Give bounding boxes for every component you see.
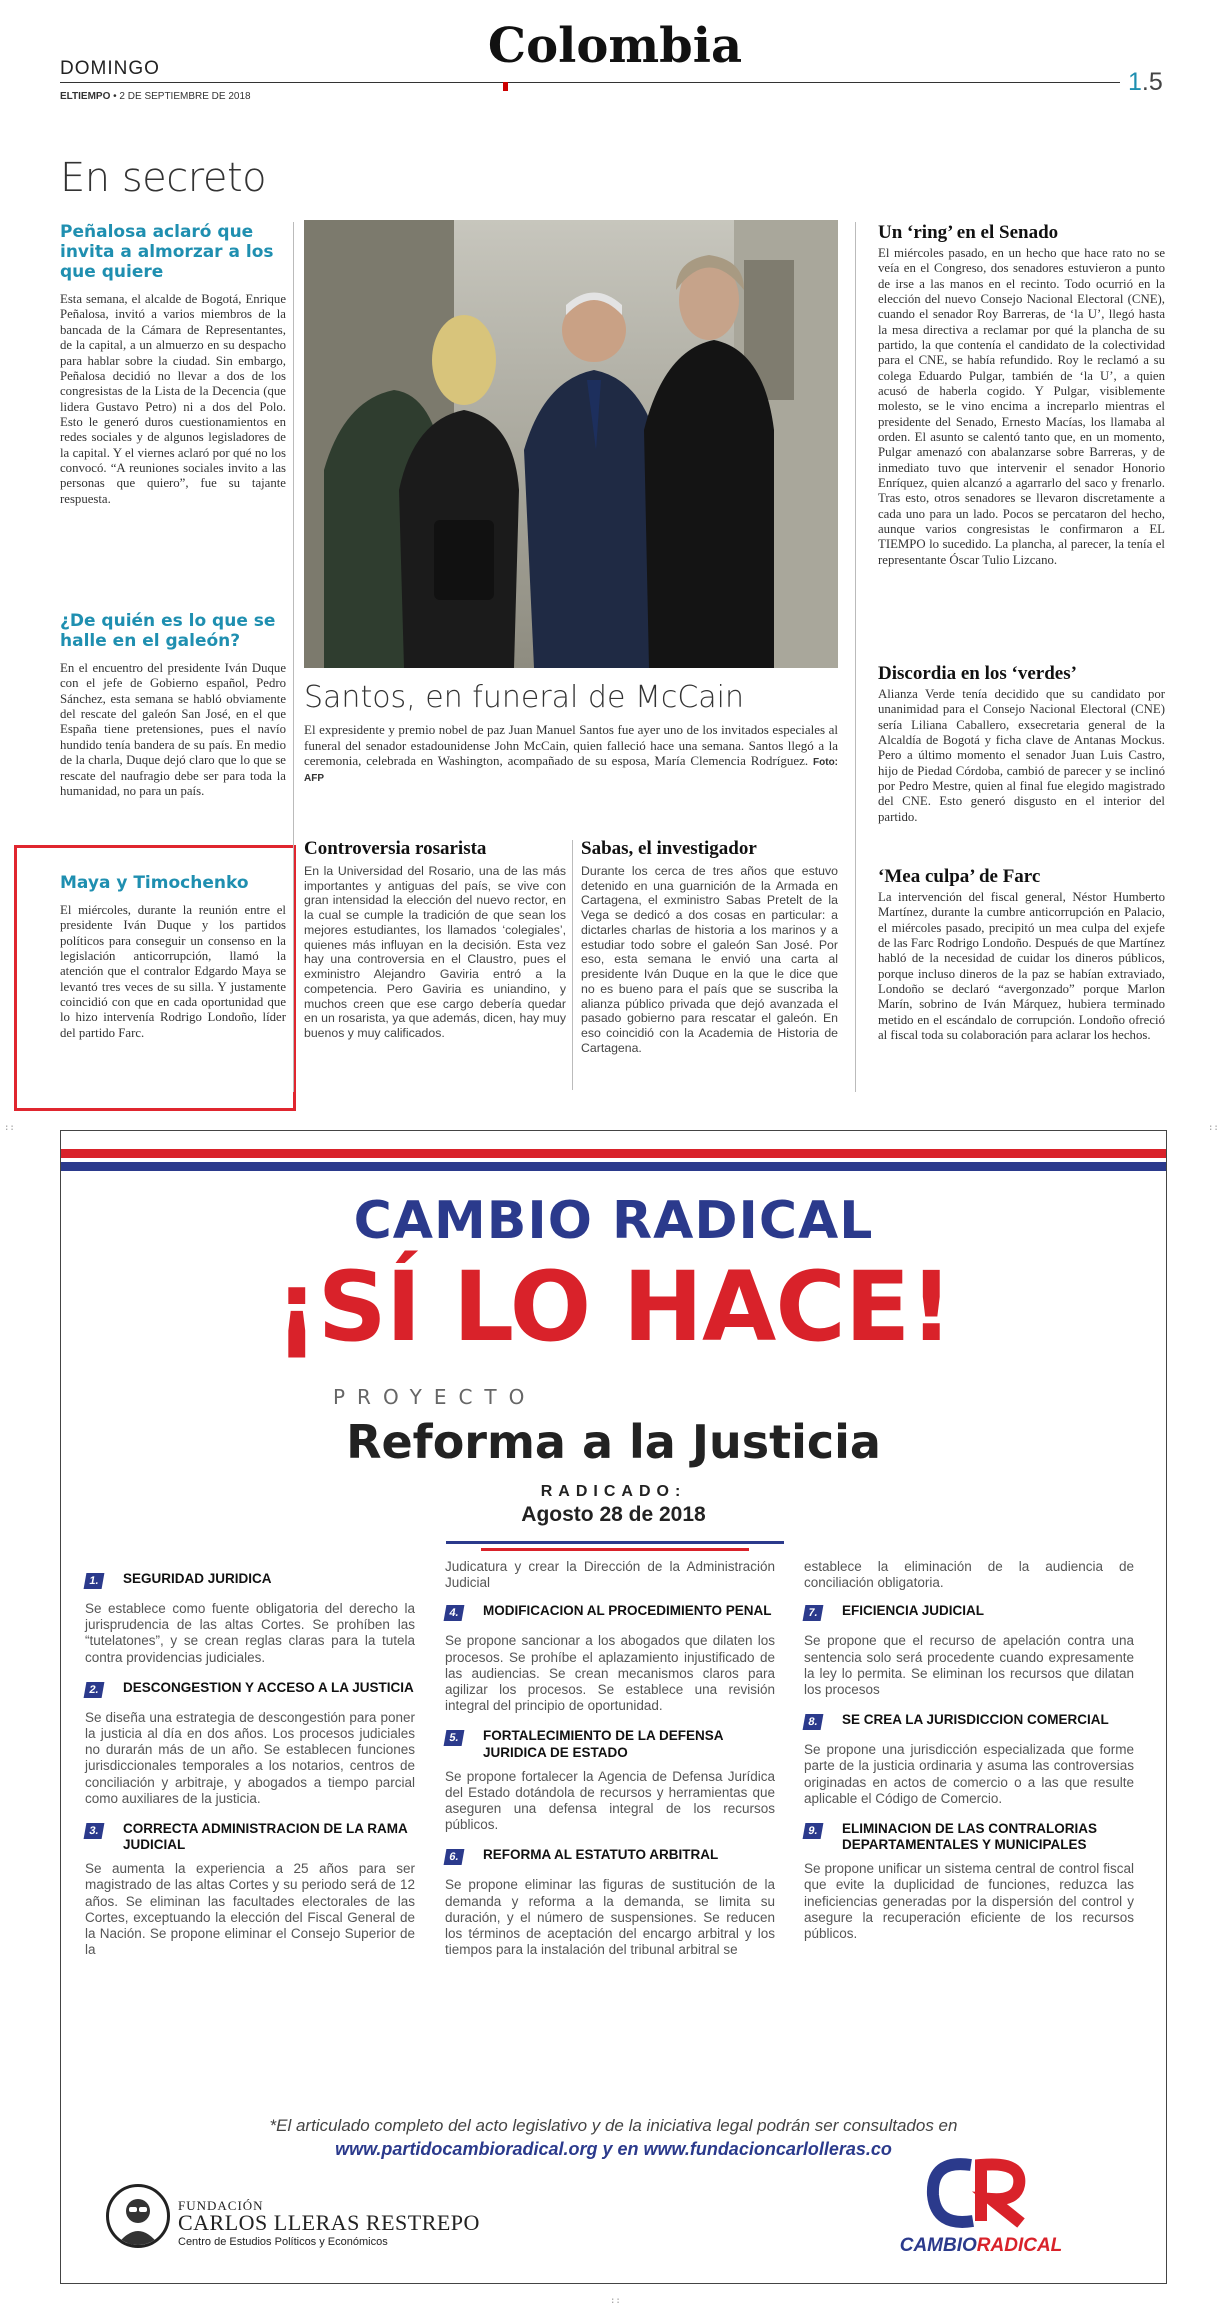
section-title: En secreto bbox=[60, 155, 267, 201]
ad-item-body: Se propone eliminar las figuras de sustitución de la demanda y reforma a la demanda, se limita su duración, y el número de suspensiones. Se reducen los términos de aceptación del encargo arbitral y los tiempos para la instalación del tribunal arbitral se bbox=[445, 1877, 775, 1958]
ad-footnote: *El articulado completo del acto legislativo y de la iniciativa legal podrán ser consultados en bbox=[269, 2116, 958, 2135]
story-headline: Un ‘ring’ en el Senado bbox=[878, 222, 1059, 243]
column-divider bbox=[855, 222, 856, 1092]
story-galeon bbox=[60, 611, 286, 799]
ad-item bbox=[445, 1603, 775, 1714]
page-number-value: .5 bbox=[1141, 68, 1163, 96]
story-body: Durante los cerca de tres años que estuvo detenido en una guarnición de la Armada en Cartagena, el exministro Sabas Pretelt de la Vega se dedicó a dos cosas en particular: a dictarles charlas de historia a los marinos y a estudiar todo sobre el galeón San José. Por eso, esta semana le envió una carta al presidente Iván Duque en la que le dice que no es bueno para el país que se suscriba la alianza público privada que dejó avanzada el pasado gobierno para rescatar el galeón. En eso coincidió con la Academia de Historia de Cartagena. bbox=[581, 863, 838, 1055]
logo-word-radical: RADICAL bbox=[976, 2235, 1063, 2256]
ad-column bbox=[445, 1559, 775, 1972]
story-headline: ¿De quién es lo que se halle en el galeón? bbox=[60, 611, 276, 652]
photo-credit: Foto: AFP bbox=[304, 757, 839, 785]
ad-item-title: MODIFICACION AL PROCEDIMIENTO PENAL bbox=[483, 1603, 772, 1619]
story-ring-senado bbox=[878, 222, 1165, 568]
photo-caption bbox=[304, 722, 838, 785]
political-ad bbox=[60, 1130, 1167, 2284]
ad-item bbox=[804, 1712, 1134, 1807]
ad-item bbox=[85, 1571, 415, 1666]
news-photo bbox=[304, 220, 838, 668]
ad-item-body: Se propone una jurisdicción especializada que forme parte de la justicia ordinaria y asuma las controversias originadas en actos de comercio o a las que resulte aplicable el Código de Comercio. bbox=[804, 1742, 1134, 1806]
ad-item-number: 1. bbox=[84, 1573, 105, 1589]
foundation-logo bbox=[106, 2176, 506, 2266]
ad-item-title: CORRECTA ADMINISTRACION DE LA RAMA JUDICIAL bbox=[123, 1820, 408, 1853]
ad-item-body: Se propone sancionar a los abogados que dilaten los procesos. Se prohíbe el aplazamiento injustificado de las audiencias. Se crean mecanismos claros para agilizar los procesos. Se establece una revisión integral del principio de oportunidad. bbox=[445, 1633, 775, 1714]
ad-rule-blue bbox=[446, 1541, 784, 1544]
photo-headline: Santos, en funeral de McCain bbox=[304, 680, 744, 715]
photo-illustration bbox=[304, 220, 838, 668]
logo-word-cambio: CAMBIO bbox=[899, 2235, 977, 2256]
ad-item-body: Se propone fortalecer la Agencia de Defensa Jurídica del Estado dotándola de recursos y herramientas que aseguren una defensa integral de los recursos públicos. bbox=[445, 1768, 775, 1833]
ad-item-number: 9. bbox=[803, 1823, 824, 1839]
page-number bbox=[1128, 68, 1163, 97]
publication-name: ELTIEMPO bbox=[60, 91, 111, 102]
ad-item bbox=[445, 1847, 775, 1958]
ad-item-number: 4. bbox=[444, 1605, 465, 1621]
story-discordia bbox=[878, 663, 1165, 825]
caption-text: El expresidente y premio nobel de paz Juan Manuel Santos fue ayer uno de los invitados especiales al funeral del senador estadounidense John McCain, quien falleció hace una semana. Santos llegó a la ceremonia, celebrada en Washington, acompañado de su esposa, María Clemencia Rodríguez. bbox=[304, 722, 838, 769]
party-cr-icon bbox=[881, 2151, 1081, 2235]
ad-slogan: ¡SÍ LO HACE! bbox=[274, 1251, 953, 1363]
ad-item-title: EFICIENCIA JUDICIAL bbox=[842, 1603, 985, 1619]
ad-column-lead: Judicatura y crear la Dirección de la Administración Judicial bbox=[445, 1559, 775, 1591]
ad-column bbox=[804, 1559, 1134, 1956]
ad-item-body: Se establece como fuente obligatoria del derecho la jurisprudencia de las altas Cortes. Se prohíben las “tutelatones”, y se crean reglas claras para la tutela contra providencias judiciales. bbox=[85, 1601, 415, 1665]
ad-stripe-red bbox=[61, 1149, 1166, 1158]
ad-proyecto-label: PROYECTO bbox=[333, 1385, 537, 1409]
story-body: El miércoles, durante la reunión entre el presidente Iván Duque y los partidos políticos para conseguir un consenso en la legislación anticorrupción, llamó la atención que el contralor Edgardo Maya se levantó tres veces de su silla. Y justamente coincidió con que en cada oportunidad que lo hizo intervenía Rodrigo Londoño, líder del partido Farc. bbox=[60, 903, 286, 1040]
story-headline: Maya y Timochenko bbox=[60, 873, 249, 893]
ad-item-title: ELIMINACION DE LAS CONTRALORIAS DEPARTAMENTALES Y MUNICIPALES bbox=[842, 1820, 1097, 1853]
ad-item bbox=[445, 1728, 775, 1833]
column-divider bbox=[293, 222, 294, 1092]
ad-column bbox=[85, 1571, 415, 1972]
ad-item-title: DESCONGESTION Y ACCESO A LA JUSTICIA bbox=[123, 1679, 414, 1695]
foundation-name: CARLOS LLERAS RESTREPO bbox=[178, 2210, 480, 2235]
ad-item-title: REFORMA AL ESTATUTO ARBITRAL bbox=[483, 1847, 719, 1863]
ad-item bbox=[804, 1603, 1134, 1698]
page-section: 1 bbox=[1128, 68, 1142, 96]
ad-item-title: SE CREA LA JURISDICCION COMERCIAL bbox=[842, 1712, 1109, 1728]
crop-mark: :: bbox=[1208, 1123, 1219, 1133]
story-headline: ‘Mea culpa’ de Farc bbox=[878, 866, 1041, 887]
story-body: Alianza Verde tenía decidido que su candidato por unanimidad para el Consejo Nacional Electoral (CNE) sería Liliana Caballero, exsecretaria general de la Alcaldía de Bogotá y ficha clave de Antanas Mockus. Pero a último momento el senador Juan Luis Castro, hijo de Piedad Córdoba, cambió de parecer y se inclinó por Pedro Mestre, quien al final fue elegido magistrado del CNE. Esto generó disgusto en el interior del partido. bbox=[878, 686, 1165, 824]
story-sabas bbox=[581, 838, 838, 1056]
story-rosarista bbox=[304, 838, 566, 1041]
ad-title: Reforma a la Justicia bbox=[346, 1415, 881, 1469]
ad-item-body: Se aumenta la experiencia a 25 años para ser magistrado de las altas Cortes y su periodo será de 12 años. Se eliminan las facultades electorales de las Cortes, exceptuando la elección del Fiscal General de la Nación. Se propone eliminar el Consejo Superior de la bbox=[85, 1861, 415, 1958]
ad-item-number: 5. bbox=[444, 1730, 465, 1746]
section-name: Colombia bbox=[487, 18, 743, 74]
edition-date: • 2 DE SEPTIEMBRE DE 2018 bbox=[110, 91, 251, 102]
story-maya bbox=[60, 873, 286, 1041]
ad-item bbox=[85, 1680, 415, 1807]
story-headline: Peñalosa aclaró que invita a almorzar a los que quiere bbox=[60, 222, 274, 283]
ad-brand: CAMBIO RADICAL bbox=[353, 1191, 874, 1251]
ad-radicado-date: Agosto 28 de 2018 bbox=[521, 1503, 706, 1526]
story-headline: Sabas, el investigador bbox=[581, 838, 757, 859]
header-rule bbox=[60, 82, 1120, 83]
ad-stripe-blue bbox=[61, 1162, 1166, 1171]
story-body: La intervención del fiscal general, Néstor Humberto Martínez, durante la cumbre anticorrupción en Palacio, el miércoles pasado, precipitó un mea culpa del exjefe de las Farc Rodrigo Londoño. Después de que Martínez habló de la necesidad de cuidar los dineros públicos, porque incluso dineros de la paz se habían extraviado, Londoño se declaró “avergonzado” porque Marlon Marín, sobrino de Iván Márquez, hubiera terminado metido en el escándalo de corrupción. Londoño ofreció al fiscal toda su colaboración para aclarar los hechos. bbox=[878, 889, 1165, 1042]
story-penalosa bbox=[60, 222, 286, 507]
column-divider bbox=[572, 840, 573, 1090]
day-label: DOMINGO bbox=[60, 58, 160, 79]
story-body: Esta semana, el alcalde de Bogotá, Enrique Peñalosa, invitó a varios miembros de la bancada de la Cámara de Representantes, de la capital, a un almuerzo en su despacho para hablar sobre la ciudad. Sin embargo, Peñalosa decidió no llevar a dos de los congresistas de la Lista de la Decencia (que lidera Gustavo Petro) ni a dos del Polo. Esto le generó duros cuestionamientos en redes sociales y de algunos legisladores de la capital. Y el viernes aclaró por qué no los convocó. “A reuniones sociales invito a las personas que quiero”, fue su tajante respuesta. bbox=[60, 292, 286, 506]
ad-item-number: 6. bbox=[444, 1849, 465, 1865]
story-body: En el encuentro del presidente Iván Duque con el jefe de Gobierno español, Pedro Sánchez, esta semana se habló obviamente del rescate del galeón San José, en el que España tiene pretensiones, pues el navío hundido tenía bandera de su país. En medio de la charla, Duque dejó claro que lo que se rescate del naufragio debe ser para toda la humanidad, no para un país. bbox=[60, 661, 286, 798]
edition-line bbox=[60, 91, 251, 102]
ad-item-title: FORTALECIMIENTO DE LA DEFENSA JURIDICA DE ESTADO bbox=[483, 1728, 724, 1760]
foundation-subtitle: Centro de Estudios Políticos y Económicos bbox=[178, 2236, 388, 2248]
ad-column-lead: establece la eliminación de la audiencia de conciliación obligatoria. bbox=[804, 1559, 1134, 1591]
ad-item bbox=[804, 1821, 1134, 1942]
crop-mark: :: bbox=[610, 2296, 621, 2306]
party-logo-text bbox=[881, 2235, 1081, 2257]
ad-item bbox=[85, 1821, 415, 1959]
ad-item-number: 8. bbox=[803, 1714, 824, 1730]
party-logo bbox=[881, 2151, 1081, 2261]
ad-item-number: 2. bbox=[84, 1682, 105, 1698]
ad-item-number: 3. bbox=[84, 1823, 105, 1839]
ad-links[interactable]: www.partidocambioradical.org y en www.fundacioncarlolleras.co bbox=[335, 2139, 892, 2159]
story-mea-culpa bbox=[878, 866, 1165, 1043]
story-headline: Controversia rosarista bbox=[304, 838, 487, 859]
foundation-label: FUNDACIÓN bbox=[178, 2198, 264, 2213]
ad-item-title: SEGURIDAD JURIDICA bbox=[123, 1571, 272, 1586]
header-red-mark bbox=[503, 82, 508, 91]
ad-item-body: Se propone unificar un sistema central de control fiscal que evite la duplicidad de funciones, reduzca las ineficiencias generadas por la dispersión del control y asegure la recuperación eficiente de los recursos públicos. bbox=[804, 1861, 1134, 1941]
ad-radicado-label: RADICADO: bbox=[540, 1483, 687, 1500]
story-headline: Discordia en los ‘verdes’ bbox=[878, 663, 1077, 684]
story-body: El miércoles pasado, en un hecho que hace rato no se veía en el Congreso, dos senadores estuvieron a punto de irse a las manos en el recinto. Todo ocurrió en la elección del nuevo Consejo Nacional Electoral (CNE), cuando el senador Roy Barreras, de ‘la U’, llegó hasta la mesa directiva a reclamar por qué la plancha de su partido, la que contenía el candidato de la colectividad para el CNE, se había refundido. Roy le reclamó a su colega Eduardo Pulgar, también de ‘la U’, a quien acusó de haberla cogido. Y Pulgar, visiblemente molesto, se le vino encima a increparlo mientras el presidente del Senado, Ernesto Macías, los llamaba al orden. El asunto se calentó tanto que, en un momento, Pulgar amenazó con abalanzarse sobre Barreras, y de inmediato tuvo que intervenir el senador Honorio Enríquez, quien alcanzó a agarrarlo del saco y frenarlo. Tras esto, otros senadores se llevaron discretamente a cada uno para un lado. Pocos se percataron del hecho, aunque varios congresistas le confirmaron a EL TIEMPO lo sucedido. La plancha, al parecer, la tenía el representante Óscar Tulio Lizcano. bbox=[878, 245, 1165, 567]
foundation-portrait-icon bbox=[106, 2184, 170, 2248]
story-body: En la Universidad del Rosario, una de las más importantes y antiguas del país, se vive con gran intensidad la elección del nuevo rector, en la cual se cumple la tradición de que sean los mejores estudiantes, los llamados ‘colegiales’, quienes más influyan en la decisión. Esta vez hay una controversia en el Claustro, pues el exministro Alejandro Gaviria entró a la competencia. Pero Gaviria es uniandino, y muchos creen que ese cargo debería quedar en un rosarista, ya que además, dicen, hay muy buenos y muy calificados. bbox=[304, 863, 566, 1041]
ad-item-body: Se diseña una estrategia de descongestión para poner la justicia al día en dos años. Los procesos judiciales no durarán más de un año. Se establecen funciones jurisdiccionales temporales a los notarios, centros de conciliación y arbitraje, y abogados a tiempo parcial como auxiliares de la justicia. bbox=[85, 1709, 415, 1806]
crop-mark: :: bbox=[4, 1123, 15, 1133]
ad-item-body: Se propone que el recurso de apelación contra una sentencia solo será procedente cuando expresamente la ley lo permita. Se eliminan los recursos que dilatan los procesos bbox=[804, 1633, 1134, 1697]
ad-item-number: 7. bbox=[803, 1605, 824, 1621]
ad-rule-red bbox=[481, 1548, 749, 1551]
